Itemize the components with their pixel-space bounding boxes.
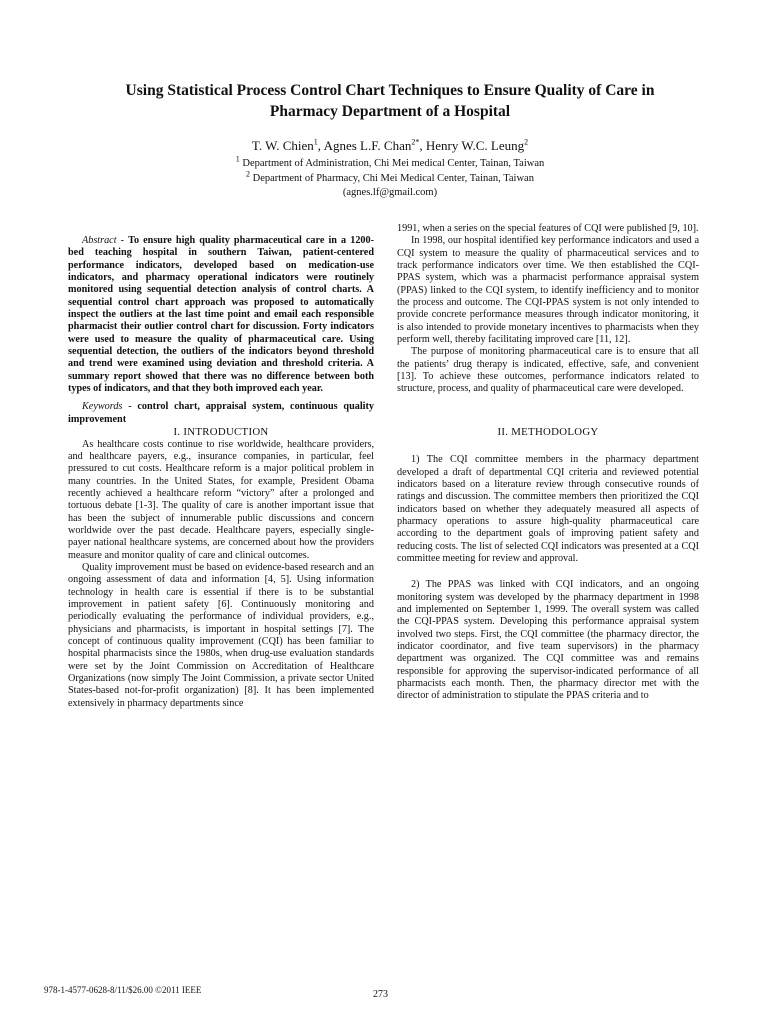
abstract-label: Abstract - bbox=[82, 235, 129, 246]
author-separator: , bbox=[317, 138, 324, 153]
affiliation-text: Department of Pharmacy, Chi Mei Medical Center, Tainan, Taiwan bbox=[252, 172, 534, 184]
author-name: Henry W.C. Leung bbox=[425, 138, 525, 153]
author-affil-mark: 2* bbox=[411, 137, 420, 147]
page-number: 273 bbox=[373, 989, 388, 1000]
abstract-body: To ensure high quality pharmaceutical care in a 1200-bed teaching hospital in southern Taiwan, patient-centered performance indicators, developed based on medication-use indicators, and pharmacy operational indicators were routinely monitored using sequential detection analysis of control charts. A sequential control chart approach was proposed to automatically inspect the outliers at the last time point and email each responsible pharmacist their outlier control chart for discussion. Forty indicators were used to measure the quality of pharmaceutical care. Using sequential detection, the outliers of the indicators beyond threshold and trend were examined using deviation and threshold criteria. A summary report showed that there was no difference between both types of indicators, and that they both improved each year. bbox=[68, 235, 374, 395]
title-line-2: Pharmacy Department of a Hospital bbox=[269, 103, 511, 120]
paragraph: 1991, when a series on the special features of CQI were published [9, 10]. bbox=[397, 223, 699, 234]
paragraph: As healthcare costs continue to rise worldwide, healthcare providers, and healthcare payers, e.g., insurance companies, in particular, feel pressured to cut costs. Healthcare reform is a major political problem in many countries. In the United States, for example, President Obama recently achieved a healthcare reform “victory” after a prolonged and tortuous debate [1-3]. The quality of care is another important issue that has been the subject of innumerable public discussions and concern worldwide over the past decade. Healthcare payers, especially single-payer national healthcare systems, are concerned about how the providers measure and monitor quality of care and clinical outcomes. bbox=[68, 438, 374, 561]
left-column bbox=[68, 223, 374, 710]
copyright-notice: 978-1-4577-0628-8/11/$26.00 ©2011 IEEE bbox=[44, 985, 202, 995]
affiliation-mark: 1 bbox=[235, 154, 240, 164]
right-column bbox=[397, 223, 699, 703]
paragraph: 1) The CQI committee members in the pharmacy department developed a draft of departmental CQI criteria and reviewed potential indicators based on a literature review through consecutive rounds of ratings and discussion. The committee members then prioritized the CQI indicators based on whether they adequately measured all aspects of pharmacy operations to assure high-quality pharmaceutical care according to the department goals of improving patient safety and reducing costs. The list of selected CQI indicators was presented at a CQI committee meeting for review and approval. bbox=[397, 454, 699, 564]
author-affil-mark: 2 bbox=[524, 137, 529, 147]
author-name: T. W. Chien bbox=[251, 138, 314, 153]
keywords bbox=[68, 401, 374, 426]
paragraph: 2) The PPAS was linked with CQI indicators, and an ongoing monitoring system was developed by the pharmacy department in 1998 and implemented on September 1, 1999. The overall system was called the CQI-PPAS system. Developing this performance appraisal system involved two steps. First, the CQI committee (the pharmacy director, the indicator coordinator, and five team supervisors) in the pharmacy department was organized. The CQI committee was and remains responsible for approving the supervisor-indicated performance of all pharmacists each month. Then, the pharmacy director met with the director of administration to stipulate the PPAS criteria and to bbox=[397, 579, 699, 702]
paragraph: The purpose of monitoring pharmaceutical care is to ensure that all the patients’ drug therapy is indicated, effective, safe, and convenient [13]. To achieve these outcomes, performance indicators related to structure, process, and quality of pharmaceutical care were developed. bbox=[397, 346, 699, 395]
keywords-label: Keywords bbox=[82, 401, 123, 413]
author-name: Agnes L.F. Chan bbox=[323, 138, 412, 153]
keywords-body: - control chart, appraisal system, continuous quality improvement bbox=[68, 401, 374, 425]
section-heading-methodology: II. METHODOLOGY bbox=[497, 425, 599, 438]
title-line-1: Using Statistical Process Control Chart Techniques to Ensure Quality of Care in bbox=[125, 82, 655, 99]
section-heading-introduction: I. INTRODUCTION bbox=[173, 426, 269, 439]
paper-title bbox=[60, 80, 720, 122]
abstract bbox=[68, 235, 374, 395]
contact-email: (agnes.lf@gmail.com) bbox=[342, 187, 438, 198]
author-affil-mark: 1 bbox=[313, 137, 318, 147]
author-separator: , bbox=[419, 138, 426, 153]
paragraph: Quality improvement must be based on evidence-based research and an ongoing assessment of data and information [4, 5]. Using information technology in health care is essential if there is to be substantial improvement in patient safety [6]. Continuously monitoring and periodically evaluating the performance of individual providers, e.g., physicians and pharmacists, is important in hospital settings [7]. The concept of continuous quality improvement (CQI) has been familiar to hospital pharmacists since the 1980s, when drug-use evaluation standards were set by the Joint Commission on Accreditation of Healthcare Organizations (now simply The Joint Commission, a private sector United States-based not-for-profit organization) [8]. It has been implemented extensively in pharmacy departments since bbox=[68, 561, 374, 709]
affiliation-mark: 2 bbox=[246, 169, 251, 178]
affiliation-text: Department of Administration, Chi Mei medical Center, Tainan, Taiwan bbox=[242, 158, 545, 169]
affiliation-2 bbox=[60, 169, 720, 187]
author-list bbox=[60, 138, 720, 154]
affiliations bbox=[60, 154, 720, 201]
affiliation-1 bbox=[60, 154, 720, 172]
paragraph: In 1998, our hospital identified key performance indicators and used a CQI system to measure the quality of pharmaceutical services and to track performance indicators over time. We then established the CQI-PPAS system, which was a pharmacist performance appraisal system (PPAS) linked to the CQI system, to identify inefficiency and to monitor the process and outcome. The CQI-PPAS system is not only intended to provide concrete performance measures through indicator monitoring, it is also intended to provide monetary incentives to pharmacists when they perform well, thereby facilitating improved care [11, 12]. bbox=[397, 235, 699, 346]
